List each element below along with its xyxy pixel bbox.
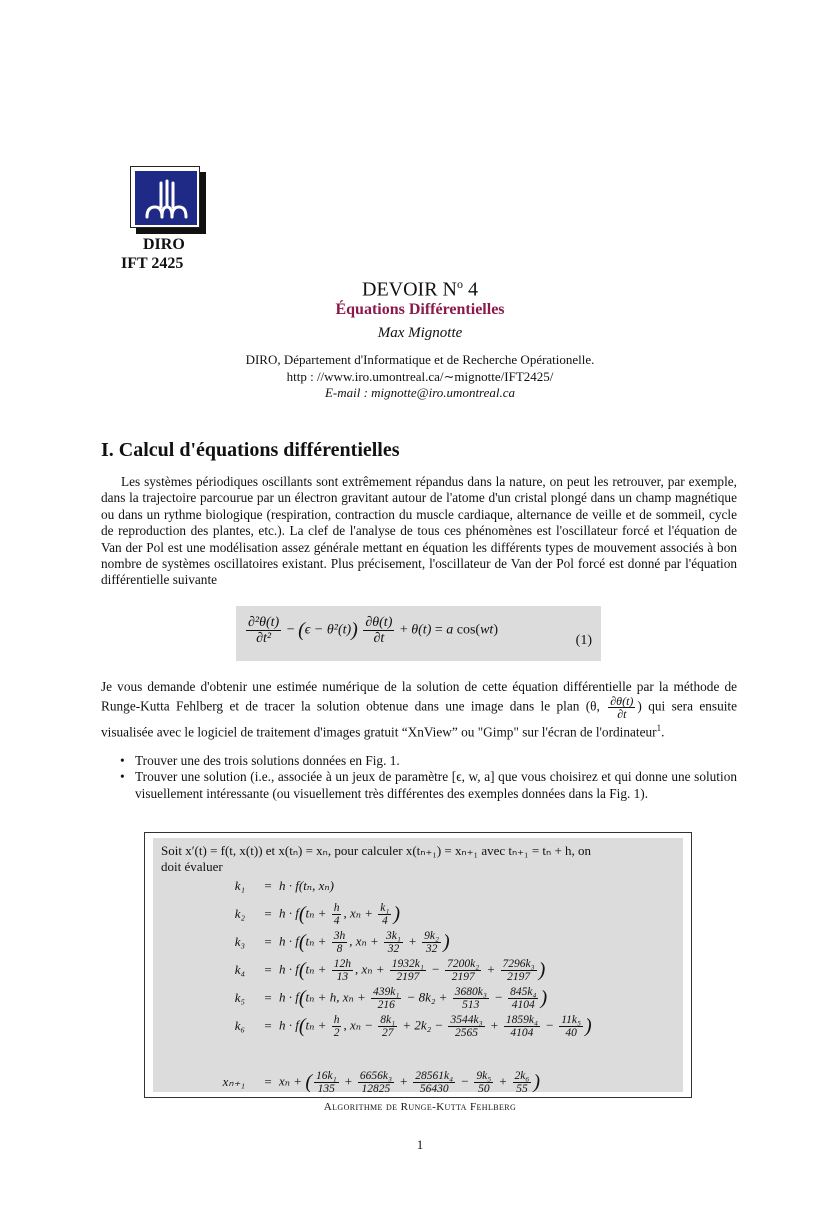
algorithm-caption: Algorithme de Runge-Kutta Fehlberg: [323, 1101, 517, 1113]
page-number: 1: [416, 1137, 424, 1152]
equation-box: $\frac{\text{∂²θ(t)}}{\text{∂t²}}$ − (ϵ − θ²(t)) $\frac{\partial\theta(t)}{\partial t}$ + θ(t) = a cos(wt) (1): [236, 606, 601, 661]
email-link[interactable]: E-mail : mignotte@iro.umontreal.ca: [324, 385, 516, 400]
assignment-title: DEVOIR $N^o$ 4: [362, 277, 478, 301]
algorithm-intro: Soit x′(t) = f(t, x(t)) et x(tₙ) = xₙ, pour calculer x(tₙ₊₁) = xₙ₊₁ avec tₙ₊₁ = tₙ + h, on doit évaluer: [161, 843, 592, 874]
subtitle: Équations Différentielles: [335, 301, 505, 318]
author: Max Mignotte: [377, 325, 463, 341]
list-item: • Trouver une des trois solutions données en Fig. 1.: [101, 753, 737, 769]
rk-formulas: k₁ = h · f(tₙ, xₙ) k₂ = h · f(tₙ + $\frac{h}{4}$ , xₙ + $\frac{\text{k₁}}{4}$ ) k₃ = h · f(tₙ + $\frac{3h}{8}$ , xₙ + $\frac{\text{3k₁}}{32}$ + $\frac{\text{9k₂}}{32}$ ) k₄ = h · f(tₙ + $\frac{12h}{13}$ , xₙ + $\frac{\text{1932k₁}}{2197}$ − $\frac{\text{7200k₂}}{2197}$ + $\frac{\text{7296k₃}}{2197}$ ) k₅ = h · f(tₙ + h, xₙ + $\frac{\text{439k₁}}{216}$ − 8k₂ + $\frac{\text{3680k₃}}{513}$ − $\frac{\text{845k₄}}{4104}$ ) k₆ = h · f(tₙ + $\frac{h}{2}$ , xₙ − $\frac{\text{8k₁}}{27}$ + 2k₂ − $\frac{\text{3544k₃}}{2565}$ + $\frac{\text{1859k₄}}{4104}$ − $\frac{\text{11k₅}}{40}$ ) xₙ₊₁ = xₙ + ( $\frac{\text{16k₁}}{135}$ + $\frac{\text{6656k₃}}{12825}$ + $\frac{\text{28561k₄}}{56430}$ − $\frac{\text{9k₅}}{50}$ + $\frac{\text{2k₆}}{55}$ ): [222, 878, 592, 1095]
diro-logo: [130, 166, 206, 234]
task-list: [101, 753, 737, 802]
equation-number: (1): [575, 633, 592, 648]
affiliation: DIRO, Département d'Informatique et de Recherche Opérationelle.: [245, 352, 595, 367]
diro-label: DIRO: [143, 236, 185, 253]
section-heading: I. Calcul d'équations différentielles: [101, 439, 400, 461]
algorithm-box: [144, 832, 692, 1098]
course-code: IFT 2425: [121, 255, 184, 272]
diro-logo-icon: [135, 171, 197, 225]
url-link[interactable]: http : //www.iro.umontreal.ca/∼mignotte/IFT2425/: [286, 369, 554, 384]
paragraph-task: Je vous demande d'obtenir une estimée numérique de la solution de cette équation différentielle par la méthode de Runge-Kutta Fehlberg et de tracer la solution obtenue dans une image dans le plan (θ, $\frac{\partial\theta(t)}{\partial t}$ ) qui sera ensuite visualisée avec le logiciel de traitement d'images gratuit “XnView” ou "Gimp" sur l'écran de l'ordinateur$^1$.: [101, 679, 738, 740]
list-item: • Trouver une solution (i.e., associée à un jeux de paramètre [ϵ, w, a] que vous choisirez et qui donne une solution visuellement intéressante (ou visuellement très différentes des exemples données dans la Fig. 1).: [101, 769, 737, 802]
paragraph-intro: Les systèmes périodiques oscillants sont extrêmement répandus dans la nature, on peut les retrouver, par exemple, dans la trajectoire parcourue par un électron gravitant autour de l'atome d'un cristal plongé dans un champ magnétique ou dans un rythme biologique (respiration, contraction du muscle cardiaque, alternance de veille et de sommeil, cycle de reproduction des plantes, etc.). La clef de l'analyse de tous ces phénomènes est l'oscillateur forcé et l'équation de Van der Pol est une modélisation assez générale mettant en équation les différents types de mouvement associés à bon nombre de systèmes oscillatoires existant. Plus précisement, l'oscillateur de Van der Pol forcé est donné par l'équation différentielle suivante: [101, 474, 737, 588]
